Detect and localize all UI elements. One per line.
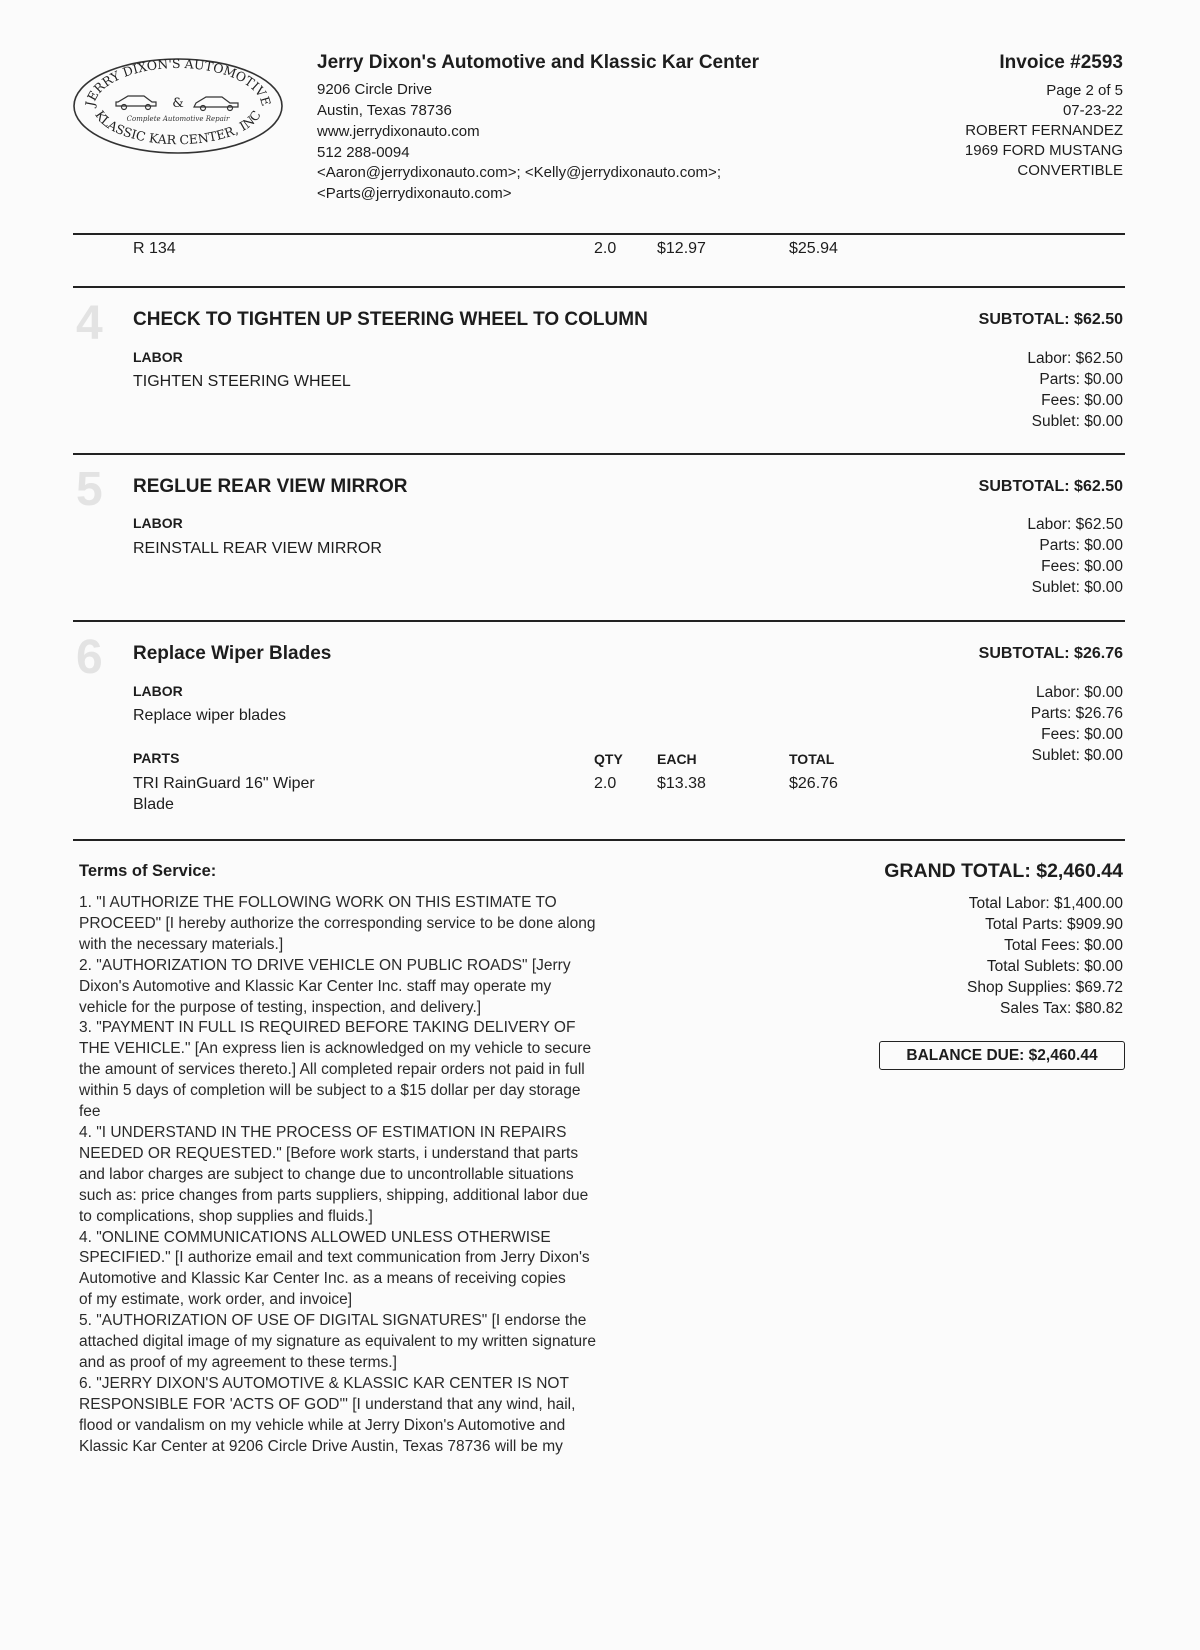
each-heading: EACH — [657, 751, 697, 767]
terms-line: Klassic Kar Center at 9206 Circle Drive Austin, Texas 78736 will be my — [79, 1437, 563, 1455]
terms-line: and labor charges are subject to change due to uncontrollable situations — [79, 1165, 574, 1183]
terms-line: 4. "ONLINE COMMUNICATIONS ALLOWED UNLESS OTHERWISE — [79, 1228, 551, 1246]
terms-line: fee — [79, 1103, 101, 1121]
total-parts: Total Parts: $909.90 — [985, 916, 1123, 933]
terms-line: 2. "AUTHORIZATION TO DRIVE VEHICLE ON PUBLIC ROADS" [Jerry — [79, 956, 571, 974]
logo-ampersand: & — [172, 96, 184, 111]
summary-labor: Labor: $62.50 — [1027, 516, 1123, 533]
section-title: CHECK TO TIGHTEN UP STEERING WHEEL TO COLUMN — [133, 309, 648, 330]
section-subtotal: SUBTOTAL: $26.76 — [978, 645, 1123, 662]
divider — [73, 453, 1125, 455]
terms-title: Terms of Service: — [79, 862, 217, 880]
divider — [73, 286, 1125, 288]
terms-line: and as proof of my agreement to these terms.] — [79, 1353, 397, 1371]
terms-line: PROCEED" [I hereby authorize the corresponding service to be done along — [79, 914, 596, 932]
part-each: $12.97 — [657, 240, 706, 257]
terms-line: Automotive and Klassic Kar Center Inc. as a means of receiving copies — [79, 1270, 566, 1288]
sales-tax: Sales Tax: $80.82 — [1000, 1000, 1123, 1017]
totals-breakdown — [967, 893, 1123, 1019]
labor-description: REINSTALL REAR VIEW MIRROR — [133, 540, 382, 557]
part-total: $26.76 — [789, 775, 838, 792]
total-fees: Total Fees: $0.00 — [1004, 937, 1123, 954]
section-title: Replace Wiper Blades — [133, 643, 332, 664]
part-name: R 134 — [133, 240, 176, 257]
logo-text-bottom: KLASSIC KAR CENTER, INC — [92, 107, 264, 148]
part-total: $25.94 — [789, 240, 838, 257]
section-number: 6 — [76, 631, 103, 684]
terms-line: Dixon's Automotive and Klassic Kar Center Inc. staff may operate my — [79, 977, 552, 995]
summary-fees: Fees: $0.00 — [1041, 726, 1123, 743]
terms-of-service — [79, 893, 689, 1457]
shop-address-2: Austin, Texas 78736 — [317, 102, 452, 119]
invoice-number: Invoice #2593 — [999, 52, 1123, 73]
vehicle-body: CONVERTIBLE — [1017, 162, 1123, 179]
grand-total: GRAND TOTAL: $2,460.44 — [884, 860, 1123, 882]
section-subtotal: SUBTOTAL: $62.50 — [978, 478, 1123, 495]
terms-line: vehicle for the purpose of testing, inspection, and delivery.] — [79, 998, 482, 1016]
summary-fees: Fees: $0.00 — [1041, 392, 1123, 409]
part-name-continued: Blade — [133, 796, 174, 813]
section-title: REGLUE REAR VIEW MIRROR — [133, 476, 408, 497]
terms-line: with the necessary materials.] — [79, 935, 284, 953]
section-number: 5 — [76, 463, 103, 516]
svg-text:KLASSIC KAR CENTER, INC — [92, 108, 263, 148]
shop-address-1: 9206 Circle Drive — [317, 81, 433, 98]
labor-heading: LABOR — [133, 515, 183, 531]
logo-text-top: JERRY DIXON'S AUTOMOTIVE — [82, 56, 274, 108]
logo-tagline: Complete Automotive Repair — [126, 115, 230, 123]
part-each: $13.38 — [657, 775, 706, 792]
summary-labor: Labor: $62.50 — [1027, 350, 1123, 367]
summary-parts: Parts: $0.00 — [1039, 371, 1123, 388]
total-labor: Total Labor: $1,400.00 — [968, 895, 1123, 912]
part-qty: 2.0 — [594, 240, 617, 257]
terms-line: 5. "AUTHORIZATION OF USE OF DIGITAL SIGNATURES" [I endorse the — [79, 1312, 587, 1330]
part-qty: 2.0 — [594, 775, 617, 792]
terms-line: SPECIFIED." [I authorize email and text communication from Jerry Dixon's — [79, 1249, 590, 1267]
summary-labor: Labor: $0.00 — [1035, 684, 1123, 701]
terms-line: flood or vandalism on my vehicle while at Jerry Dixon's Automotive and — [79, 1416, 566, 1434]
summary-sublet: Sublet: $0.00 — [1031, 747, 1123, 764]
section-summary — [1027, 514, 1123, 598]
part-name: TRI RainGuard 16" Wiper — [133, 775, 315, 792]
labor-heading: LABOR — [133, 683, 183, 699]
terms-line: within 5 days of completion will be subject to a $15 dollar per day storage — [79, 1082, 581, 1100]
balance-due: BALANCE DUE: $2,460.44 — [879, 1041, 1125, 1070]
shop-name: Jerry Dixon's Automotive and Klassic Kar Center — [317, 52, 760, 73]
summary-fees: Fees: $0.00 — [1041, 558, 1123, 575]
customer-name: ROBERT FERNANDEZ — [965, 122, 1123, 139]
terms-line: 3. "PAYMENT IN FULL IS REQUIRED BEFORE TAKING DELIVERY OF — [79, 1019, 576, 1037]
terms-line: 1. "I AUTHORIZE THE FOLLOWING WORK ON THIS ESTIMATE TO — [79, 894, 557, 911]
terms-line: attached digital image of my signature as equivalent to my written signature — [79, 1333, 596, 1351]
labor-description: TIGHTEN STEERING WHEEL — [133, 373, 351, 390]
divider — [73, 620, 1125, 622]
terms-line: to complications, shop supplies and fluids.] — [79, 1207, 373, 1225]
summary-sublet: Sublet: $0.00 — [1031, 579, 1123, 596]
section-summary — [1027, 348, 1123, 432]
summary-parts: Parts: $26.76 — [1030, 705, 1123, 722]
labor-description: Replace wiper blades — [133, 707, 286, 724]
shop-emails[interactable]: <Aaron@jerrydixonauto.com>; <Kelly@jerrydixonauto.com>; — [317, 164, 721, 181]
car-icon — [116, 96, 156, 110]
invoice-date: 07-23-22 — [1062, 102, 1123, 119]
section-summary — [1031, 682, 1123, 766]
terms-line: NEEDED OR REQUESTED." [Before work starts, i understand that parts — [79, 1144, 579, 1162]
vehicle: 1969 FORD MUSTANG — [964, 142, 1123, 159]
terms-line: THE VEHICLE." [An express lien is acknowledged on my vehicle to secure — [79, 1040, 592, 1058]
terms-line: RESPONSIBLE FOR 'ACTS OF GOD'" [I understand that any wind, hail, — [79, 1395, 576, 1413]
summary-parts: Parts: $0.00 — [1039, 537, 1123, 554]
shop-emails-2[interactable]: <Parts@jerrydixonauto.com> — [317, 185, 512, 202]
summary-sublet: Sublet: $0.00 — [1031, 413, 1123, 430]
terms-line: 4. "I UNDERSTAND IN THE PROCESS OF ESTIMATION IN REPAIRS — [79, 1123, 567, 1141]
shop-phone: 512 288-0094 — [317, 144, 410, 161]
shop-website[interactable]: www.jerrydixonauto.com — [317, 123, 480, 140]
invoice-page: Page 2 of 5 — [1046, 82, 1123, 99]
terms-line: such as: price changes from parts suppliers, shipping, additional labor due — [79, 1186, 589, 1204]
qty-heading: QTY — [594, 751, 623, 767]
section-subtotal: SUBTOTAL: $62.50 — [978, 311, 1123, 328]
shop-supplies: Shop Supplies: $69.72 — [967, 979, 1123, 996]
terms-line: the amount of services thereto.] All completed repair orders not paid in full — [79, 1061, 585, 1079]
section-number: 4 — [76, 297, 103, 350]
labor-heading: LABOR — [133, 349, 183, 365]
classic-car-icon — [194, 97, 238, 111]
terms-line: 6. "JERRY DIXON'S AUTOMOTIVE & KLASSIC KAR CENTER IS NOT — [79, 1374, 569, 1392]
terms-line: of my estimate, work order, and invoice] — [79, 1291, 353, 1309]
parts-heading: PARTS — [133, 750, 180, 766]
divider — [73, 233, 1125, 235]
shop-logo — [72, 56, 284, 156]
divider — [73, 839, 1125, 841]
total-heading: TOTAL — [789, 751, 835, 767]
total-sublets: Total Sublets: $0.00 — [986, 958, 1123, 975]
